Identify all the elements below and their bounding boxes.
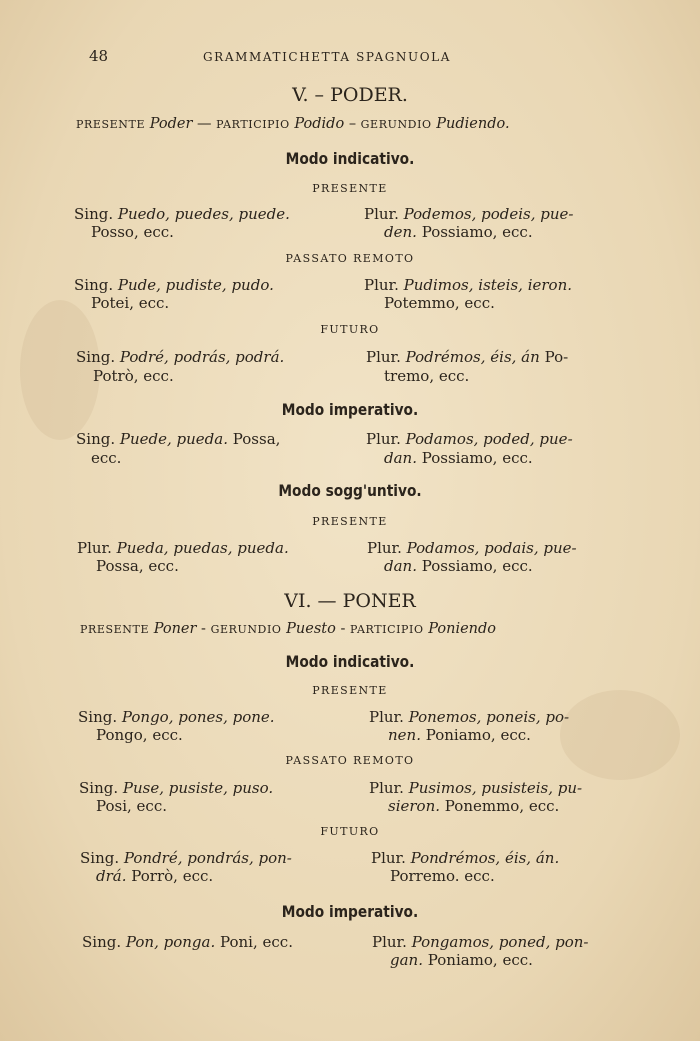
singular-translation: drá. Porrò, ecc. <box>96 867 214 885</box>
plural-forms: Plur. Podemos, podeis, pue- <box>364 205 574 223</box>
singular-forms: Sing. Puse, pusiste, puso. <box>79 779 274 797</box>
tense-label: PRESENTE <box>312 684 388 697</box>
plural-forms: Plur. Pusimos, pusisteis, pu- <box>369 779 583 797</box>
tense-label: FUTURO <box>320 323 380 336</box>
mode-heading: Modo imperativo. <box>281 400 419 419</box>
plural-forms: Plur. Pondrémos, éis, án. <box>371 849 560 867</box>
plural-forms: Plur. Pudimos, isteis, ieron. <box>364 276 573 294</box>
plural-translation: dan. Possiamo, ecc. <box>384 449 533 467</box>
plural-translation: sieron. Ponemmo, ecc. <box>388 797 560 815</box>
singular-forms: Plur. Pueda, puedas, pueda. <box>77 539 289 557</box>
plural-translation: Porremo. ecc. <box>390 867 495 885</box>
plural-translation: nen. Poniamo, ecc. <box>388 726 531 744</box>
plural-forms: Plur. Podamos, poded, pue- <box>366 430 573 448</box>
running-title: GRAMMATICHETTA SPAGNUOLA <box>203 50 452 64</box>
singular-forms: Sing. Puedo, puedes, puede. <box>74 205 290 223</box>
plural-translation: tremo, ecc. <box>384 367 470 385</box>
plural-translation: dan. Possiamo, ecc. <box>384 557 533 575</box>
paper-stain <box>20 300 100 440</box>
plural-translation: gan. Poniamo, ecc. <box>390 951 533 969</box>
mode-heading: Modo indicativo. <box>285 652 415 671</box>
plural-translation: Potemmo, ecc. <box>384 294 495 312</box>
verb-title-poder: V. – PODER. <box>292 84 408 106</box>
principal-forms-poner: PRESENTE Poner - GERUNDIO Puesto - PARTICIPIO Poniendo <box>80 621 497 637</box>
plural-forms: Plur. Pongamos, poned, pon- <box>372 933 589 951</box>
singular-forms: Sing. Podré, podrás, podrá. <box>76 348 285 366</box>
verb-title-poner: VI. — PONER <box>284 590 416 612</box>
singular-translation: Posi, ecc. <box>96 797 167 815</box>
principal-forms-poder: PRESENTE Poder — PARTICIPIO Podido – GERUNDIO Pudiendo. <box>76 116 510 132</box>
plural-forms: Plur. Ponemos, poneis, po- <box>369 708 570 726</box>
singular-translation: Pongo, ecc. <box>96 726 183 744</box>
mode-heading: Modo sogg'untivo. <box>278 481 422 500</box>
singular-forms: Sing. Pon, ponga. Poni, ecc. <box>82 933 293 951</box>
tense-label: PASSATO REMOTO <box>285 754 415 767</box>
singular-translation: ecc. <box>91 449 122 467</box>
tense-label: PRESENTE <box>312 182 388 195</box>
plural-translation: den. Possiamo, ecc. <box>384 223 533 241</box>
page-number: 48 <box>89 47 109 65</box>
singular-forms: Sing. Pondré, pondrás, pon- <box>80 849 292 867</box>
singular-translation: Potrò, ecc. <box>93 367 174 385</box>
mode-heading: Modo indicativo. <box>285 149 415 168</box>
mode-heading: Modo imperativo. <box>281 902 419 921</box>
singular-translation: Potei, ecc. <box>91 294 170 312</box>
singular-forms: Sing. Pongo, pones, pone. <box>78 708 275 726</box>
singular-forms: Sing. Pude, pudiste, pudo. <box>74 276 274 294</box>
singular-translation: Possa, ecc. <box>96 557 179 575</box>
singular-forms: Sing. Puede, pueda. Possa, <box>76 430 281 448</box>
tense-label: PASSATO REMOTO <box>285 252 415 265</box>
plural-forms: Plur. Podamos, podais, pue- <box>367 539 577 557</box>
tense-label: FUTURO <box>320 825 380 838</box>
singular-translation: Posso, ecc. <box>91 223 174 241</box>
plural-forms: Plur. Podrémos, éis, án Po- <box>366 348 569 366</box>
tense-label: PRESENTE <box>312 515 388 528</box>
